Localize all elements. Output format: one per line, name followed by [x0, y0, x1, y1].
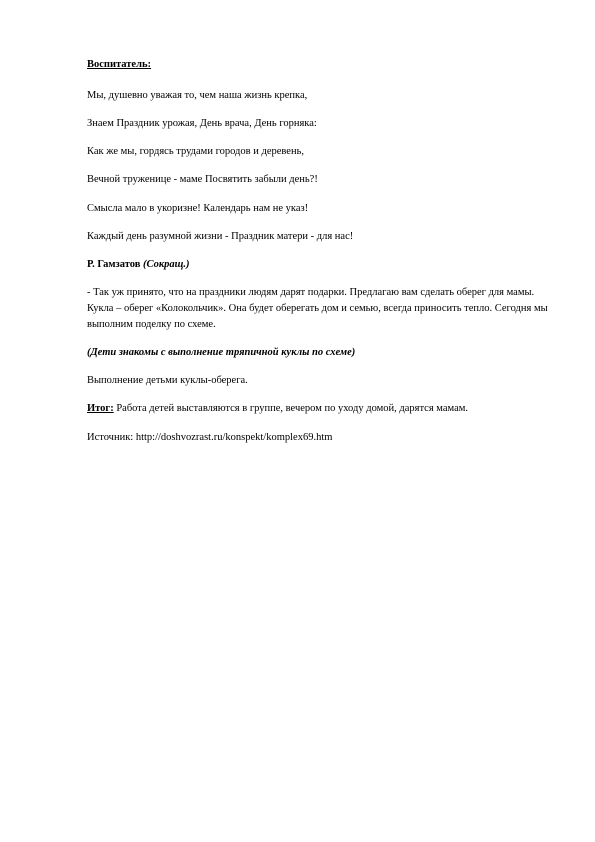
result-line	[87, 402, 468, 415]
activity-line: Выполнение детьми куклы-оберега.	[87, 375, 248, 386]
poem-line-2: Знаем Праздник урожая, День врача, День горняка:	[87, 118, 317, 129]
teacher-paragraph: - Так уж принято, что на праздники людям дарят подарки. Предлагаю вам сделать оберег для мамы. Кукла – оберег «Колокольчик». Она будет оберегать дом и семью, всегда приносить тепло. Сегодня мы выполним поделку по схеме.	[87, 287, 548, 330]
attribution-author: Р. Гамзатов	[87, 259, 141, 270]
poem-attribution	[87, 258, 190, 271]
heading-educator: Воспитатель:	[87, 59, 152, 70]
poem-line-1: Мы, душевно уважая то, чем наша жизнь крепка,	[87, 90, 308, 101]
poem-line-4: Вечной труженице - маме Посвятить забыли день?!	[87, 174, 318, 185]
result-text: Работа детей выставляются в группе, вечером по уходу домой, дарятся мамам.	[113, 403, 469, 414]
source-line: Источник: http://doshvozrast.ru/konspekt/komplex69.htm	[87, 432, 333, 443]
result-label: Итог:	[87, 403, 114, 414]
attribution-note: (Сокращ.)	[143, 259, 190, 270]
poem-line-6: Каждый день разумной жизни - Праздник матери - для нас!	[87, 231, 354, 242]
poem-line-3: Как же мы, гордясь трудами городов и деревень,	[87, 146, 304, 157]
poem-line-5: Смысла мало в укоризне! Календарь нам не указ!	[87, 203, 309, 214]
stage-note: (Дети знакомы с выполнение тряпичной куклы по схеме)	[87, 347, 356, 358]
